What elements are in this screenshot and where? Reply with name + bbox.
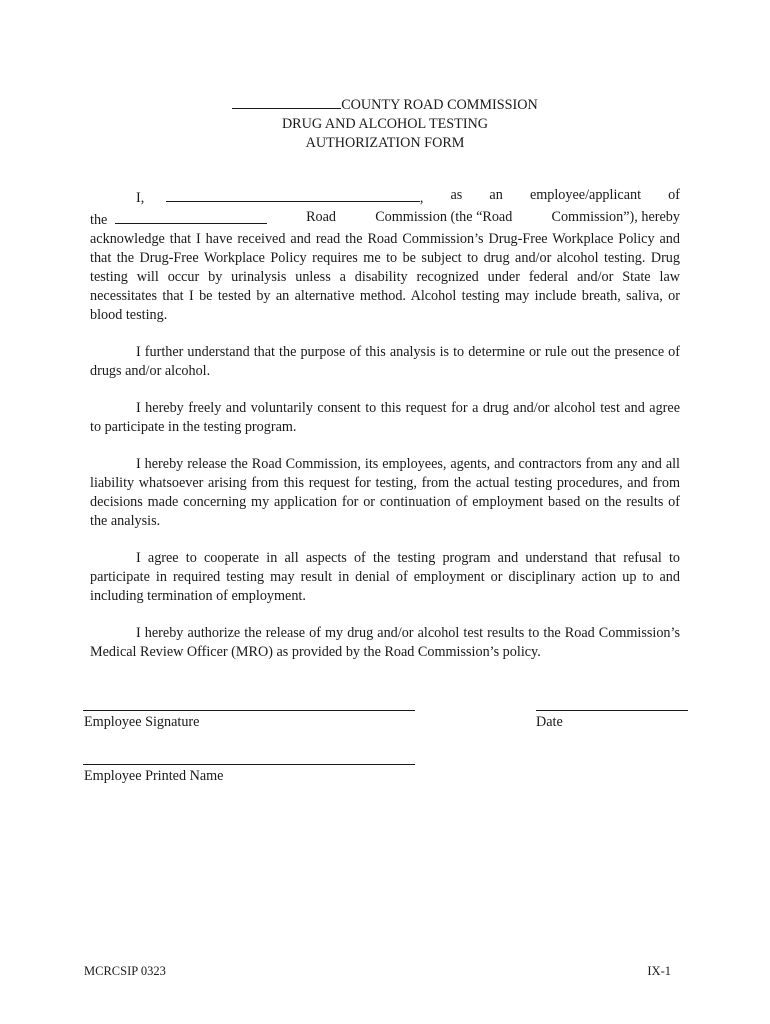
- employee-signature-line[interactable]: [83, 697, 415, 711]
- commission-name-blank[interactable]: [115, 208, 267, 224]
- employee-signature-label: Employee Signature: [84, 714, 200, 730]
- date-label: Date: [536, 714, 563, 730]
- form-header: [0, 93, 770, 153]
- intro-the: the: [90, 212, 108, 228]
- paragraph-cooperate: I agree to cooperate in all aspects of the testing program and understand that refusal to participate in required testing may result in denial of employment or disciplinary action up to and including termination of employment.: [90, 550, 680, 604]
- paragraph-release: I hereby release the Road Commission, its employees, agents, and contractors from any and all liability whatsoever arising from this request for testing, from the actual testing procedures, and from decisions made concerning my application for or continuation of employment based on the results of the analysis.: [90, 456, 680, 529]
- intro-i: I,: [136, 190, 145, 206]
- footer-form-code: MCRCSIP 0323: [84, 964, 166, 978]
- employee-printed-name-label: Employee Printed Name: [84, 768, 224, 784]
- header-line-form: AUTHORIZATION FORM: [305, 135, 465, 151]
- intro-name-group: [136, 186, 423, 208]
- intro-commission-close: Commission”), hereby: [551, 209, 680, 225]
- header-line-testing: DRUG AND ALCOHOL TESTING: [281, 116, 489, 132]
- paragraph-consent: I hereby freely and voluntarily consent to this request for a drug and/or alcohol test and agree to participate in the testing program.: [90, 400, 680, 435]
- intro-rest-text: acknowledge that I have received and read the Road Commission’s Drug-Free Workplace Policy and that the Drug-Free Workplace Policy requires me to be subject to drug and/or alcohol testing. Drug testing will occur by urinalysis unless a disability recognized under federal and/or State law necessitates that I be tested by an alternative method. Alcohol testing may include breath, saliva, or blood testing.: [90, 231, 680, 323]
- intro-role: employee/applicant: [529, 187, 642, 203]
- header-line-county: [0, 93, 770, 115]
- intro-comma: ,: [419, 190, 424, 206]
- intro-of: of: [668, 187, 680, 203]
- employee-printed-name-line[interactable]: [83, 751, 415, 765]
- intro-commission-def: Commission (the “Road: [375, 209, 513, 225]
- footer-page-number: IX-1: [647, 964, 671, 978]
- county-road-commission-title: COUNTY ROAD COMMISSION: [341, 97, 538, 113]
- intro-line-2: [90, 208, 680, 230]
- date-line[interactable]: [536, 697, 688, 711]
- employee-name-blank[interactable]: [166, 186, 420, 202]
- paragraph-purpose: I further understand that the purpose of this analysis is to determine or rule out the presence of drugs and/or alcohol.: [90, 344, 680, 379]
- intro-road: Road: [306, 209, 337, 225]
- form-body: [90, 186, 680, 680]
- intro-an: an: [489, 187, 503, 203]
- intro-paragraph: [90, 186, 680, 325]
- county-name-blank[interactable]: [232, 93, 341, 109]
- intro-line-1: [90, 186, 680, 208]
- paragraph-authorize: I hereby authorize the release of my drug and/or alcohol test results to the Road Commission’s Medical Review Officer (MRO) as provided by the Road Commission’s policy.: [90, 625, 680, 660]
- intro-commission-group: [90, 208, 267, 230]
- intro-as: as: [450, 187, 463, 203]
